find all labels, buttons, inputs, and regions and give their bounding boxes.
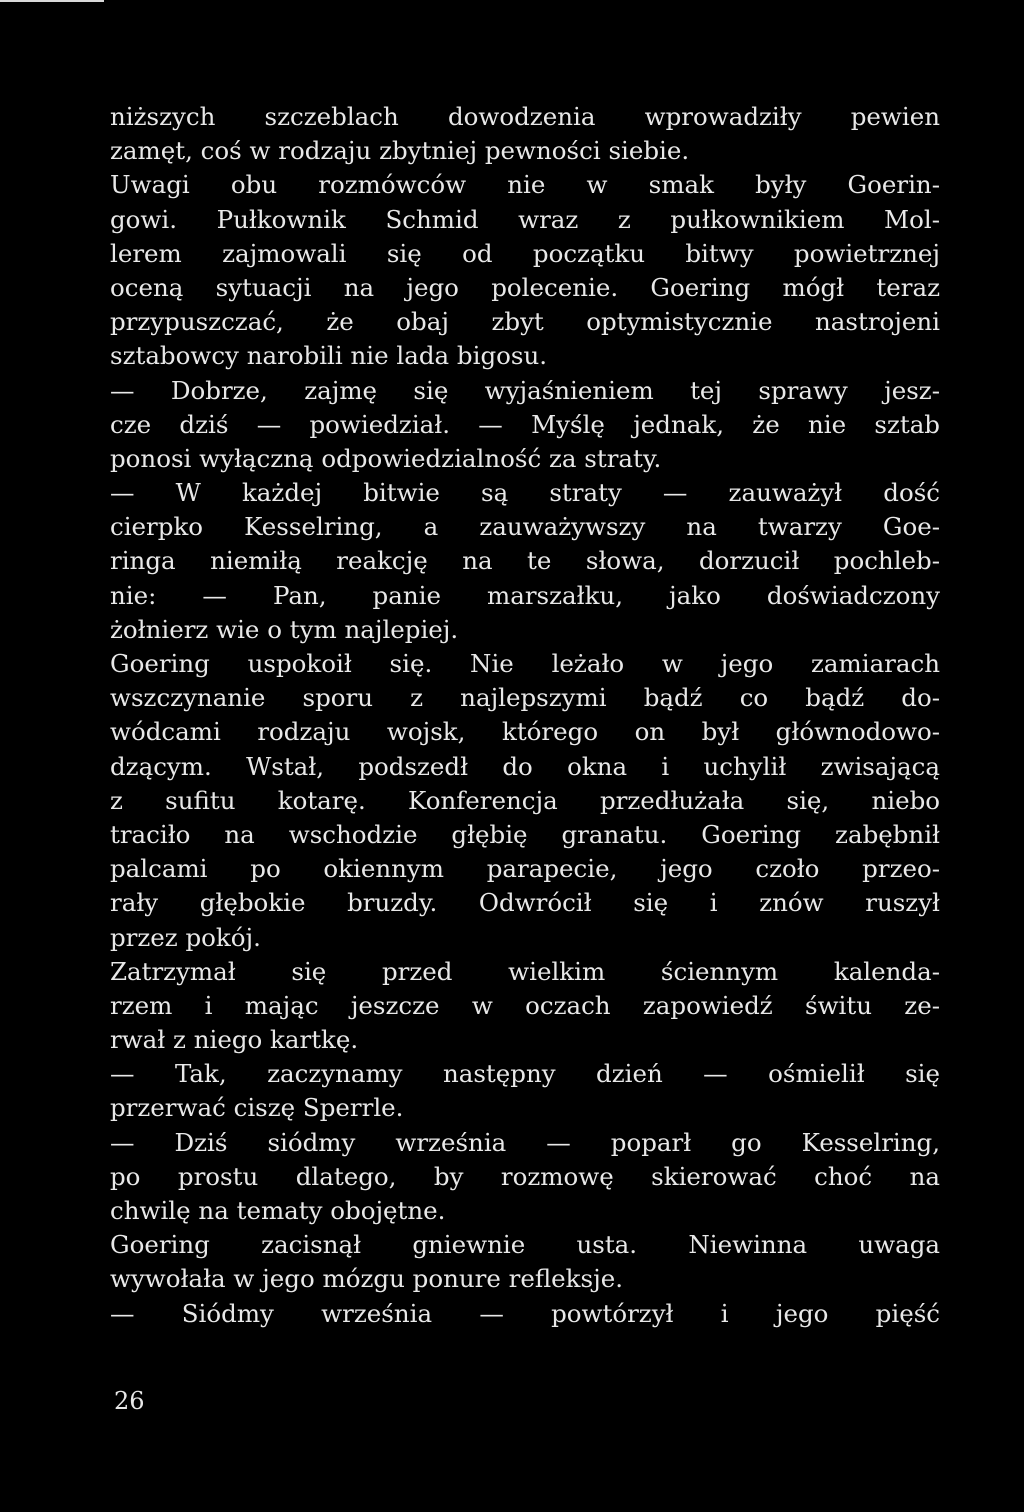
text-line: wszczynanie sporu z najlepszymi bądź co bądź do- <box>110 683 940 713</box>
text-line: sztabowcy narobili nie lada bigosu. <box>110 341 548 371</box>
text-line: — Dobrze, zajmę się wyjaśnieniem tej sprawy jesz- <box>110 375 940 405</box>
text-line: traciło na wschodzie głębię granatu. Goering zabębnił <box>110 819 940 849</box>
text-line: rały głębokie bruzdy. Odwrócił się i znów ruszył <box>110 888 940 918</box>
text-line: z sufitu kotarę. Konferencja przedłużała się, niebo <box>110 785 940 815</box>
text-line: — Dziś siódmy września — poparł go Kesselring, <box>110 1127 940 1157</box>
text-line: po prostu dlatego, by rozmowę skierować choć na <box>110 1161 940 1191</box>
text-line: rzem i mając jeszcze w oczach zapowiedź świtu ze- <box>110 990 940 1020</box>
text-line: Goering uspokoił się. Nie leżało w jego zamiarach <box>110 649 940 678</box>
text-line: ringa niemiłą reakcję na te słowa, dorzucił pochleb- <box>110 546 940 576</box>
page-body-text <box>110 100 940 1331</box>
text-line: przypuszczać, że obaj zbyt optymistycznie nastrojeni <box>110 307 940 337</box>
text-line: Goering zacisnął gniewnie usta. Niewinna uwaga <box>110 1230 940 1260</box>
text-line: Zatrzymał się przed wielkim ściennym kalenda- <box>110 956 940 986</box>
page-number: 26 <box>114 1387 145 1415</box>
text-line: żołnierz wie o tym najlepiej. <box>110 614 459 644</box>
text-line: przez pokój. <box>110 922 261 952</box>
text-line: — Tak, zaczynamy następny dzień — ośmielił się <box>110 1059 940 1089</box>
text-line: cze dziś — powiedział. — Myślę jednak, że nie sztab <box>110 409 940 439</box>
top-edge-rule <box>0 0 104 2</box>
text-line: chwilę na tematy obojętne. <box>110 1196 446 1225</box>
text-line: lerem zajmowali się od początku bitwy powietrznej <box>110 238 940 268</box>
text-line: wywołała w jego mózgu ponure refleksje. <box>110 1264 623 1294</box>
text-line: zamęt, coś w rodzaju zbytniej pewności siebie. <box>110 136 690 166</box>
text-line: nie: — Pan, panie marszałku, jako doświadczony <box>110 580 940 610</box>
text-line: cierpko Kesselring, a zauważywszy na twarzy Goe- <box>110 512 940 542</box>
text-line: wódcami rodzaju wojsk, którego on był głównodowo- <box>110 717 940 747</box>
text-line: — Siódmy września — powtórzył i jego pięść <box>110 1298 940 1328</box>
text-line: rwał z niego kartkę. <box>110 1025 359 1055</box>
text-line: niższych szczeblach dowodzenia wprowadziły pewien <box>110 102 940 131</box>
text-line: przerwać ciszę Sperrle. <box>110 1093 404 1123</box>
text-line: gowi. Pułkownik Schmid wraz z pułkownikiem Mol- <box>110 204 940 234</box>
text-line: dzącym. Wstał, podszedł do okna i uchylił zwisającą <box>110 751 940 781</box>
text-line: oceną sytuacji na jego polecenie. Goering mógł teraz <box>110 272 940 302</box>
text-line: — W każdej bitwie są straty — zauważył dość <box>110 478 940 508</box>
text-line: palcami po okiennym parapecie, jego czoło przeo- <box>110 854 940 884</box>
text-line: Uwagi obu rozmówców nie w smak były Goerin- <box>110 170 940 200</box>
text-line: ponosi wyłączną odpowiedzialność za straty. <box>110 443 662 473</box>
